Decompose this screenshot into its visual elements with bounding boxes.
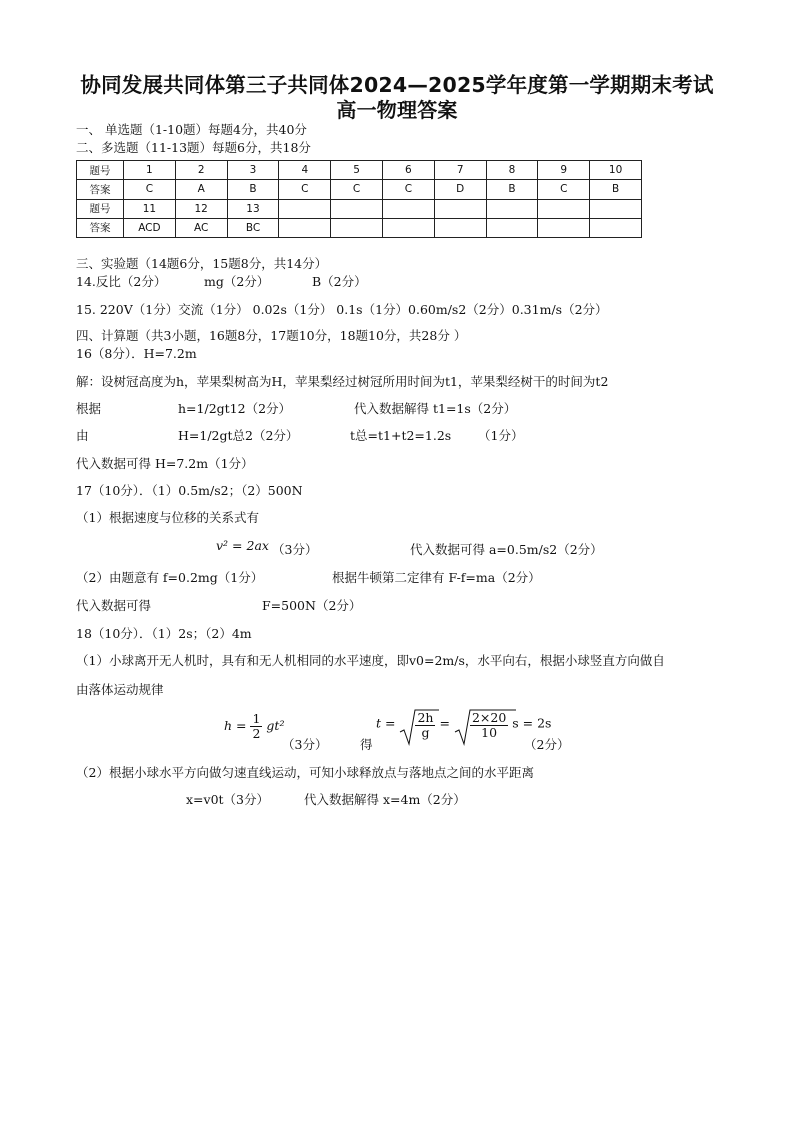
q17-p2-left: （2）由题意有 f=0.2mg（1分）: [76, 570, 264, 585]
table-cell: [486, 218, 538, 237]
eq-h-den: 2: [252, 726, 261, 741]
eq-h-fraction: [250, 712, 262, 741]
eq-t-num1: 2h: [417, 710, 434, 725]
table-cell: C: [124, 180, 176, 199]
table-cell: 13: [227, 199, 279, 218]
q17-p1: （1）根据速度与位移的关系式有: [76, 510, 259, 525]
q16-r1-label: 根据: [76, 401, 102, 416]
table-cell: D: [434, 180, 486, 199]
table-cell: [590, 199, 642, 218]
table-cell: 9: [538, 161, 590, 180]
table-cell: 11: [124, 199, 176, 218]
eq-h-lhs: h =: [224, 718, 247, 733]
row-label: 答案: [77, 180, 124, 199]
q17-head: 17（10分）．（1）0.5m/s2；（2）500N: [76, 483, 303, 498]
table-row: [77, 199, 642, 218]
table-cell: 1: [124, 161, 176, 180]
table-cell: [382, 199, 434, 218]
table-cell: C: [382, 180, 434, 199]
q18-p3-right: 代入数据解得 x=4m（2分）: [304, 792, 466, 807]
q18-eq-t: [376, 708, 551, 740]
q17-eq1-score: （3分）: [272, 542, 318, 557]
q17-p3-label: 代入数据可得: [76, 598, 152, 613]
q17-eq1-right: 代入数据可得 a=0.5m/s2（2分）: [410, 542, 603, 557]
table-cell: 12: [175, 199, 227, 218]
table-cell: C: [279, 180, 331, 199]
q18-p1-line1: （1）小球离开无人机时，具有和无人机相同的水平速度，即v0=2m/s，水平向右，根据小球竖直方向做自: [76, 653, 665, 668]
table-cell: ACD: [124, 218, 176, 237]
table-row: [77, 161, 642, 180]
eq-t-den1: g: [421, 725, 430, 740]
table-cell: 6: [382, 161, 434, 180]
table-row: [77, 218, 642, 237]
section-single-choice: 一、 单选题（1-10题）每题4分，共40分: [76, 122, 307, 137]
q18-p2: （2）根据小球水平方向做匀速直线运动，可知小球释放点与落地点之间的水平距离: [76, 765, 534, 780]
q17-p2-right: 根据牛顿第二定律有 F-f=ma（2分）: [332, 570, 541, 585]
row-label: 题号: [77, 161, 124, 180]
q18-p3-eq: x=v0t（3分）: [186, 792, 270, 807]
table-cell: [434, 199, 486, 218]
table-row: [77, 180, 642, 199]
q14-answer-b: mg（2分）: [204, 274, 270, 289]
eq-t-sqrt-2: [454, 708, 508, 740]
table-cell: 7: [434, 161, 486, 180]
exam-title: 协同发展共同体第三子共同体2024—2025学年度第一学期期末考试: [80, 73, 714, 97]
q16-r1-right: 代入数据解得 t1=1s（2分）: [354, 401, 517, 416]
q16-r3: 代入数据可得 H=7.2m（1分）: [76, 456, 254, 471]
q18-head: 18（10分）．（1）2s；（2）4m: [76, 626, 252, 641]
q17-p3-eq: F=500N（2分）: [262, 598, 362, 613]
table-cell: [279, 218, 331, 237]
q16-r2-label: 由: [76, 428, 89, 443]
table-cell: [434, 218, 486, 237]
eq-t-den2: 10: [481, 725, 498, 740]
table-cell: B: [590, 180, 642, 199]
radical-icon: [454, 708, 516, 746]
eq-t-eq: =: [439, 715, 450, 731]
table-cell: [331, 218, 383, 237]
table-cell: 8: [486, 161, 538, 180]
table-cell: BC: [227, 218, 279, 237]
radical-icon: [399, 708, 439, 746]
q16-r2-score: （1分）: [478, 428, 524, 443]
table-cell: AC: [175, 218, 227, 237]
q16-r2-right: t总=t1+t2=1.2s: [350, 428, 452, 443]
q16-r2-eq: H=1/2gt总2（2分）: [178, 428, 299, 443]
table-cell: B: [227, 180, 279, 199]
table-cell: [279, 199, 331, 218]
q16-head: 16（8分）．H=7.2m: [76, 346, 197, 361]
q18-eq-t-score: （2分）: [524, 737, 570, 752]
section-multi-choice: 二、多选题（11-13题）每题6分，共18分: [76, 140, 311, 155]
table-cell: [382, 218, 434, 237]
q16-solution: 解：设树冠高度为h，苹果梨树高为H，苹果梨经过树冠所用时间为t1，苹果梨经树干的时间为t2: [76, 374, 609, 389]
section-calculation: 四、计算题（共3小题，16题8分，17题10分，18题10分，共28分 ）: [76, 328, 467, 343]
q17-eq1: v² = 2ax: [216, 538, 269, 553]
q18-p1-line2: 由落体运动规律: [76, 682, 164, 697]
row-label: 答案: [77, 218, 124, 237]
table-cell: A: [175, 180, 227, 199]
row-label: 题号: [77, 199, 124, 218]
table-cell: [331, 199, 383, 218]
eq-h-rhs: gt²: [266, 718, 285, 733]
answer-subtitle: 高一物理答案: [336, 98, 458, 122]
eq-t-sqrt-1: [399, 708, 435, 740]
q18-eq-h-score: （3分）: [282, 737, 328, 752]
eq-t-lhs: t =: [376, 715, 396, 731]
q18-eq-h: [224, 712, 284, 741]
table-cell: [538, 218, 590, 237]
table-cell: 4: [279, 161, 331, 180]
q15-answer: 15. 220V（1分）交流（1分） 0.02s（1分） 0.1s（1分）0.60m/s2（2分）0.31m/s（2分）: [76, 302, 608, 317]
answer-table: [76, 160, 642, 238]
table-cell: 5: [331, 161, 383, 180]
table-cell: 10: [590, 161, 642, 180]
q14-answer-a: 14.反比（2分）: [76, 274, 167, 289]
table-cell: [538, 199, 590, 218]
table-cell: C: [331, 180, 383, 199]
table-cell: [590, 218, 642, 237]
q14-answer-c: B（2分）: [312, 274, 367, 289]
eq-h-num: 1: [252, 711, 261, 726]
q16-r1-eq: h=1/2gt12（2分）: [178, 401, 292, 416]
q18-eq-t-de: 得: [360, 737, 373, 752]
table-cell: 2: [175, 161, 227, 180]
table-cell: C: [538, 180, 590, 199]
table-cell: [486, 199, 538, 218]
eq-t-result: s = 2s: [512, 715, 552, 731]
section-experiment: 三、实验题（14题6分，15题8分，共14分）: [76, 256, 328, 271]
table-cell: B: [486, 180, 538, 199]
table-cell: 3: [227, 161, 279, 180]
eq-t-num2: 2×20: [471, 710, 507, 725]
